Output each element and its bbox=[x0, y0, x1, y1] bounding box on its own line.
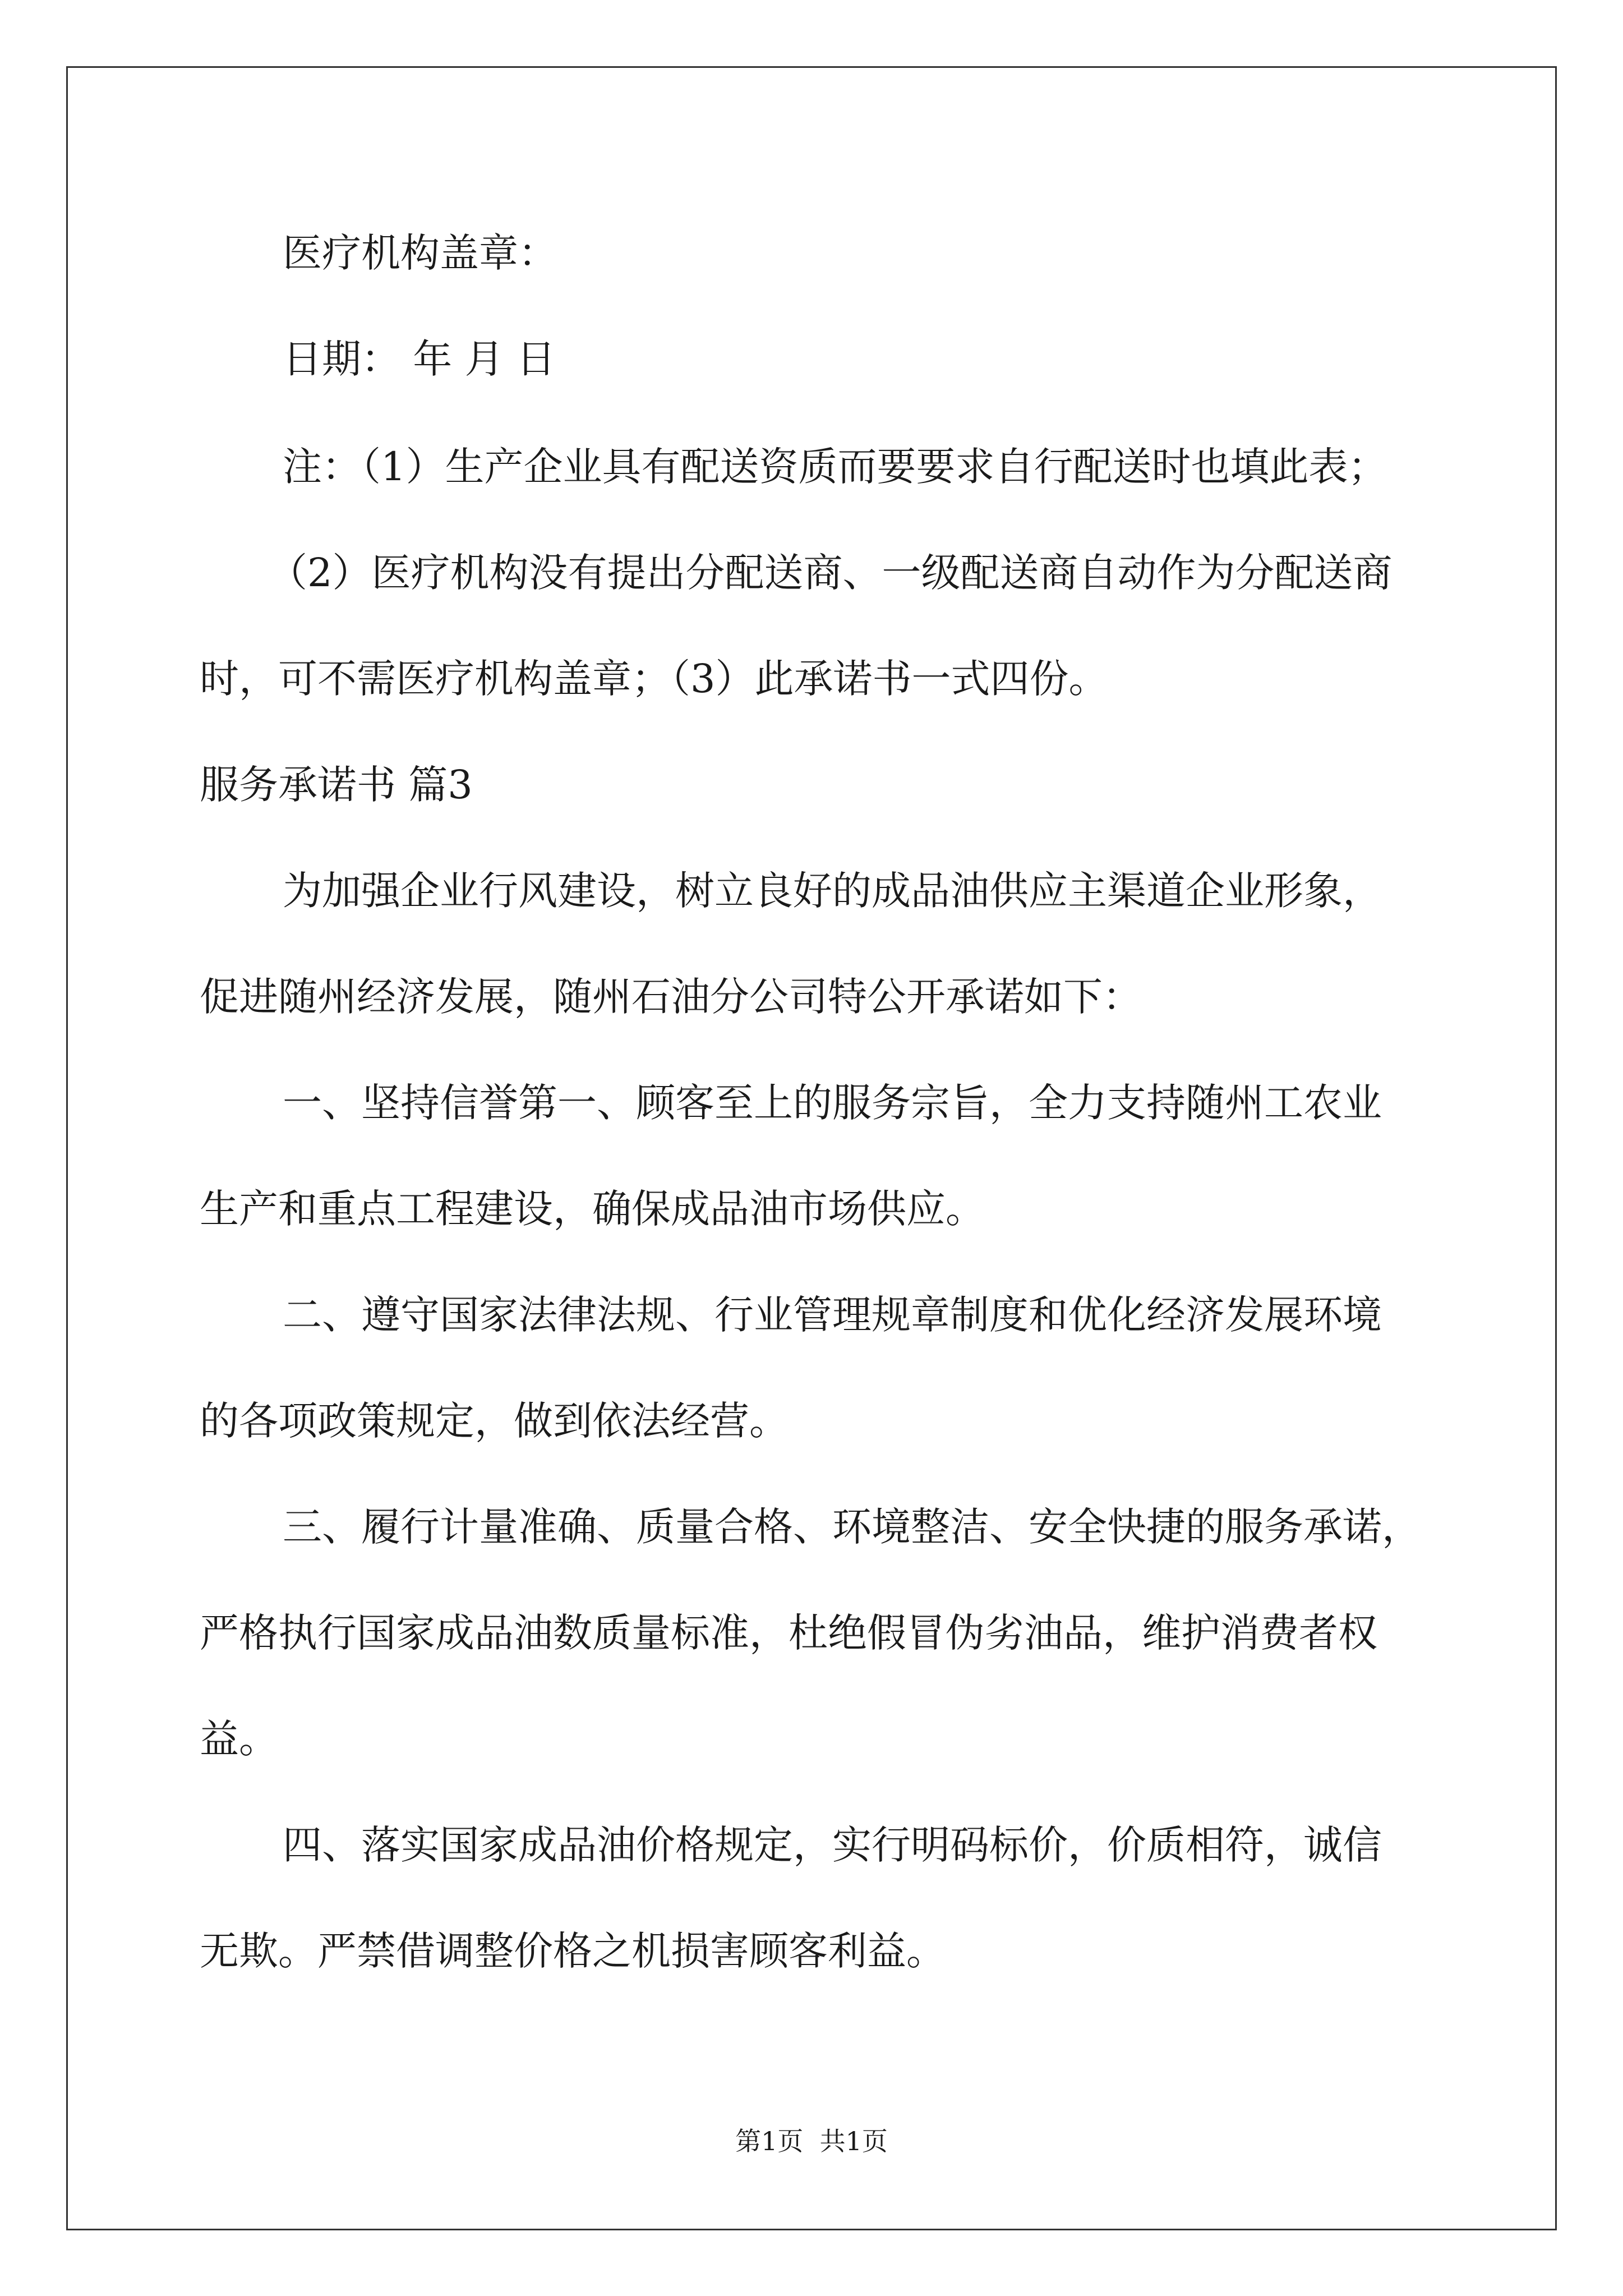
paragraph-intro-line-1: 为加强企业行风建设，树立良好的成品油供应主渠道企业形象， bbox=[283, 868, 1382, 914]
item-3-line-2: 严格执行国家成品油数质量标准，杜绝假冒伪劣油品，维护消费者权 bbox=[200, 1610, 1377, 1656]
item-4-line-2: 无欺。严禁借调整价格之机损害顾客利益。 bbox=[200, 1928, 946, 1974]
seal-line: 医疗机构盖章： bbox=[283, 230, 557, 276]
item-3-line-3: 益。 bbox=[200, 1716, 278, 1762]
item-1-line-1: 一、坚持信誉第一、顾客至上的服务宗旨，全力支持随州工农业 bbox=[283, 1080, 1382, 1126]
page-border bbox=[66, 66, 1557, 2230]
note-line-2: （2）医疗机构没有提出分配送商、一级配送商自动作为分配送商 bbox=[268, 550, 1393, 596]
paragraph-intro-line-2: 促进随州经济发展，随州石油分公司特公开承诺如下： bbox=[200, 974, 1142, 1020]
page-footer bbox=[0, 2128, 1623, 2154]
note-line-3: 时，可不需医疗机构盖章；（3）此承诺书一式四份。 bbox=[200, 656, 1108, 702]
note-line-1: 注：（1）生产企业具有配送资质而要要求自行配送时也填此表； bbox=[283, 444, 1387, 490]
item-2-line-2: 的各项政策规定，做到依法经营。 bbox=[200, 1398, 789, 1444]
page-number-label: 第1页 共1页 bbox=[735, 2126, 888, 2156]
date-line: 日期： 年 月 日 bbox=[283, 336, 556, 382]
item-3-line-1: 三、履行计量准确、质量合格、环境整洁、安全快捷的服务承诺， bbox=[283, 1504, 1421, 1550]
item-2-line-1: 二、遵守国家法律法规、行业管理规章制度和优化经济发展环境 bbox=[283, 1292, 1382, 1338]
section-heading: 服务承诺书 篇3 bbox=[200, 762, 473, 808]
item-1-line-2: 生产和重点工程建设，确保成品油市场供应。 bbox=[200, 1186, 985, 1232]
item-4-line-1: 四、落实国家成品油价格规定，实行明码标价，价质相符，诚信 bbox=[283, 1822, 1382, 1868]
